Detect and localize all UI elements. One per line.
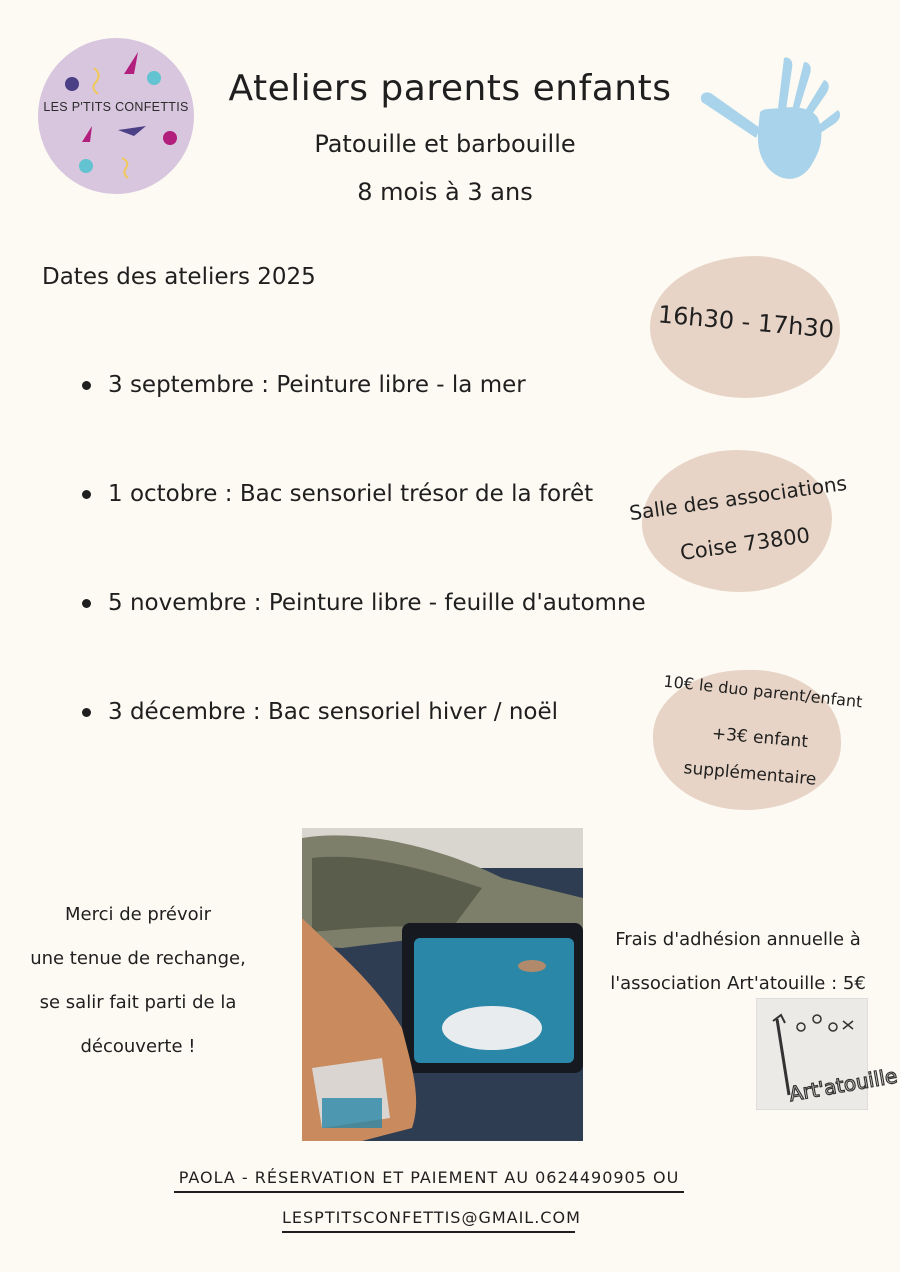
page-subtitle: Patouille et barbouille xyxy=(314,130,576,158)
fee-line: Frais d'adhésion annuelle à xyxy=(615,929,861,950)
logo xyxy=(38,38,194,194)
session-label: 3 décembre : Bac sensoriel hiver / noël xyxy=(108,699,559,725)
activity-photo xyxy=(302,828,583,1141)
reminder-line: découverte ! xyxy=(80,1036,196,1057)
bullet-icon xyxy=(82,490,91,499)
session-label: 1 octobre : Bac sensoriel trésor de la forêt xyxy=(108,481,594,507)
bullet-icon xyxy=(82,708,91,717)
page-title: Ateliers parents enfants xyxy=(228,68,672,109)
logo-text: LES P'TITS CONFETTIS xyxy=(43,100,189,114)
venue-badge xyxy=(642,450,832,592)
handprint-icon xyxy=(698,52,848,192)
dates-heading: Dates des ateliers 2025 xyxy=(42,264,316,290)
venue-name: Salle des associations xyxy=(627,470,849,526)
session-label: 3 septembre : Peinture libre - la mer xyxy=(108,372,526,398)
reminder-line: Merci de prévoir xyxy=(64,904,212,925)
list-item xyxy=(82,590,646,616)
price-extra: +3€ enfant xyxy=(711,723,809,753)
reminder-line: se salir fait parti de la xyxy=(39,992,237,1013)
price-extra-note: supplémentaire xyxy=(682,758,818,790)
fee-line: l'association Art'atouille : 5€ xyxy=(610,973,866,994)
reminder-line: une tenue de rechange, xyxy=(30,948,246,969)
age-range: 8 mois à 3 ans xyxy=(357,178,533,206)
session-label: 5 novembre : Peinture libre - feuille d'automne xyxy=(108,590,646,616)
artatouille-logo xyxy=(756,998,899,1110)
contact-line: PAOLA - RÉSERVATION ET PAIEMENT AU 0624490905 OU xyxy=(174,1168,684,1193)
membership-fee xyxy=(588,918,888,1006)
reminder-text xyxy=(22,893,254,1069)
list-item xyxy=(82,372,526,398)
art-logo-text: Art'atouille xyxy=(787,1063,899,1107)
list-item xyxy=(82,481,593,507)
contact-email[interactable]: LESPTITSCONFETTIS@GMAIL.COM xyxy=(282,1208,575,1233)
confetti-icon xyxy=(38,38,194,194)
time-text: 16h30 - 17h30 xyxy=(656,300,836,344)
bullet-icon xyxy=(82,381,91,390)
price-duo: 10€ le duo parent/enfant xyxy=(662,671,864,712)
list-item xyxy=(82,699,558,725)
venue-city: Coise 73800 xyxy=(678,523,812,565)
bullet-icon xyxy=(82,599,91,608)
